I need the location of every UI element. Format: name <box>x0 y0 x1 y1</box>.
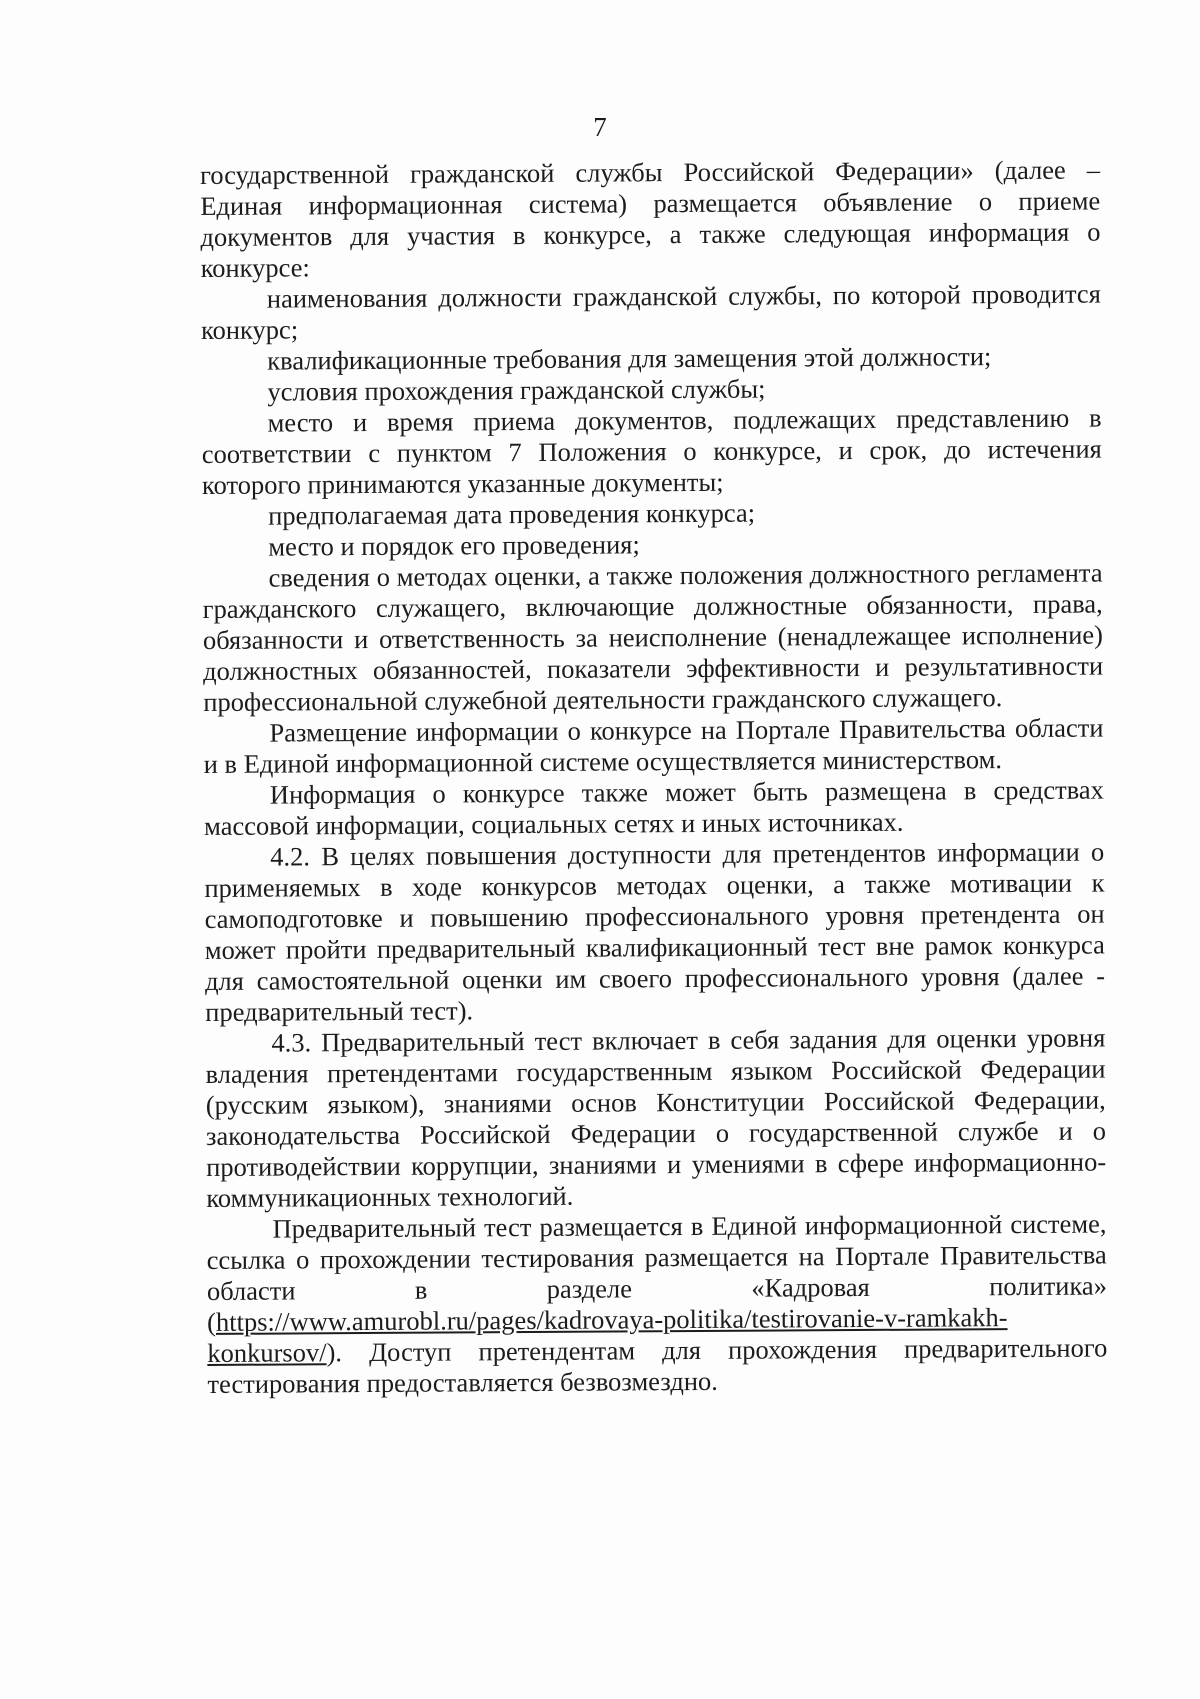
list-item-document-reception: место и время приема документов, подлежащих представлению в соответствии с пунктом 7 Положения о конкурсе, и срок, до истечения которого принимаются указанные документы; <box>201 402 1102 500</box>
document-body <box>200 155 1108 1400</box>
paragraph-continuation: государственной гражданской службы Российской Федерации» (далее – Единая информационная система) размещается объявление о приеме документов для участия в конкурсе, а также следующая информация о конкурсе: <box>200 154 1101 283</box>
list-item-qualification-requirements: квалификационные требования для замещения этой должности; <box>267 341 992 376</box>
paragraph-publication: Размещение информации о конкурсе на Портале Правительства области и в Единой информационной системе осуществляется министерством. <box>203 712 1104 779</box>
list-item-position-names: наименования должности гражданской службы, по которой проводится конкурс; <box>200 278 1101 345</box>
paragraph-preliminary-test <box>206 1208 1107 1399</box>
testing-link[interactable]: https://www.amurobl.ru/pages/kadrovaya-politika/testirovanie-v-ramkakh-konkursov/ <box>207 1302 1008 1368</box>
paragraph-preliminary-test-start: Предварительный тест размещается в Единой информационной системе, ссылка о прохождении тестирования размещается на Портале Правительства области в разделе «Кадровая политика» ( <box>206 1208 1107 1337</box>
list-item-service-conditions: условия прохождения гражданской службы; <box>267 373 766 407</box>
list-item-evaluation-methods: сведения о методах оценки, а также положения должностного регламента гражданского служащего, включающие должностные обязанности, права, обязанности и ответственность за неисполнение (ненадлежащее исполнение) должностных обязанностей, показатели эффективности и результативности профессиональной служебной деятельности гражданского служащего. <box>202 557 1104 717</box>
paragraph-4-3: 4.3. Предварительный тест включает в себя задания для оценки уровня владения претендентами государственным языком Российской Федерации (русским языком), знаниями основ Конституции Российской Федерации, законодательства Российской Федерации о государственной службе и о противодействии коррупции, знаниями и умениями в сфере информационно-коммуникационных технологий. <box>205 1022 1107 1213</box>
list-item-place-and-order: место и порядок его проведения; <box>268 529 640 562</box>
paragraph-media: Информация о конкурсе также может быть размещена в средствах массовой информации, социальных сетях и иных источниках. <box>203 774 1104 841</box>
page-number: 7 <box>593 112 607 142</box>
paragraph-4-2: 4.2. В целях повышения доступности для претендентов информации о применяемых в ходе конкурсов методах оценки, а также мотивации к самоподготовке и повышению профессионального уровня претендента он может пройти предварительный квалификационный тест вне рамок конкурса для самостоятельной оценки им своего профессионального уровня (далее - предварительный тест). <box>204 836 1106 1027</box>
list-item-expected-date: предполагаемая дата проведения конкурса; <box>268 497 756 531</box>
paragraph-preliminary-test-end: ). Доступ претендентам для прохождения предварительного тестирования предоставляется безвозмездно. <box>207 1332 1108 1399</box>
